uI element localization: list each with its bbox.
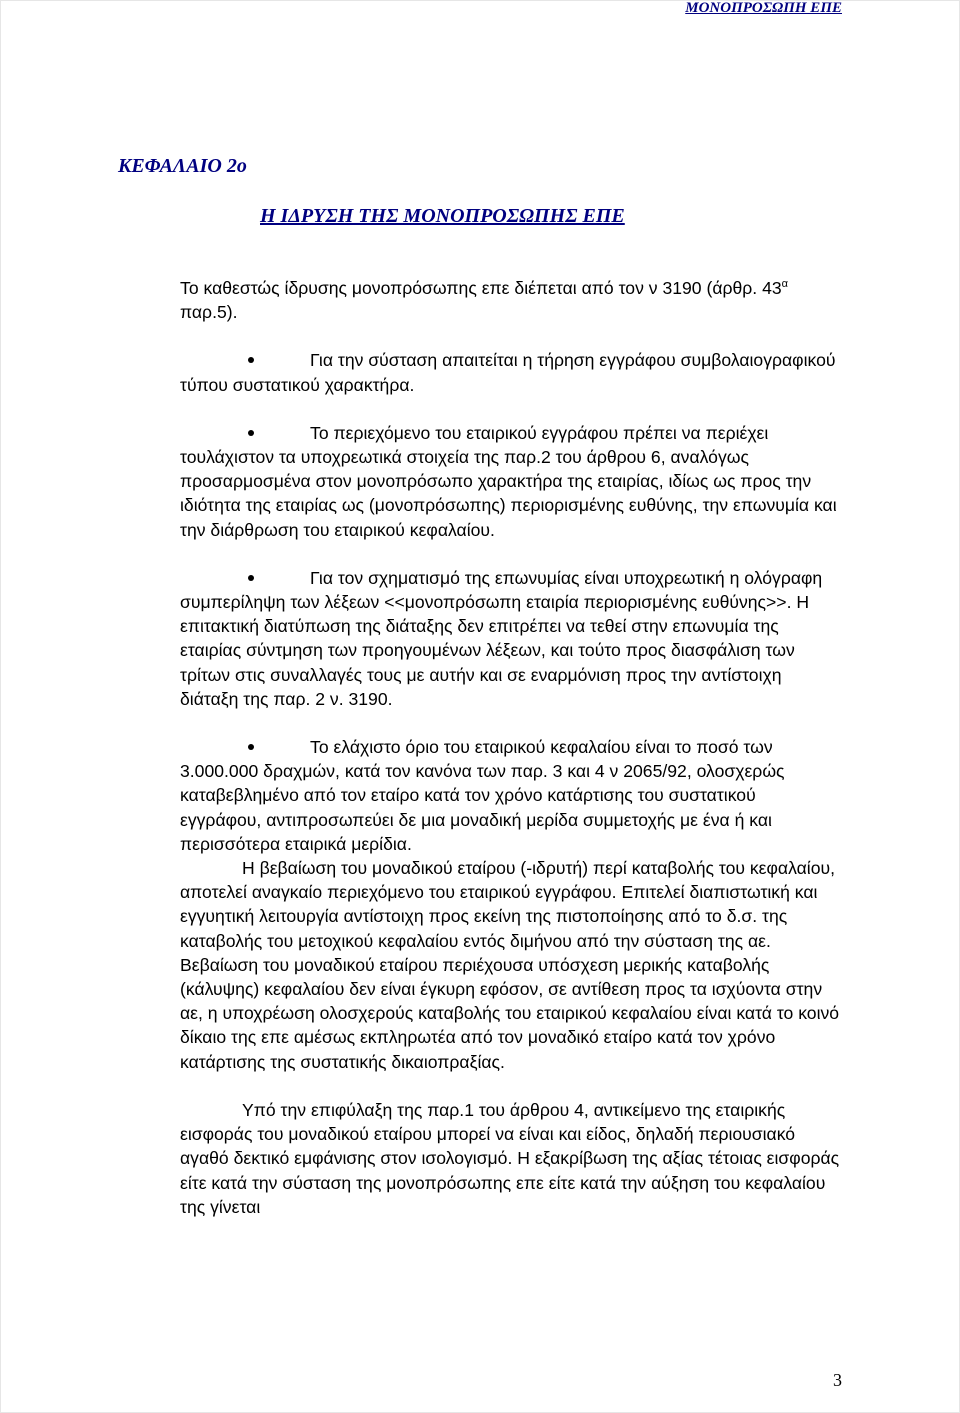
bullet-item [180, 735, 840, 856]
bullet-text: Το ελάχιστο όριο του εταιρικού κεφαλαίου είναι το ποσό των 3.000.000 δραχμών, κατά τον κανόνα των παρ. 3 και 4 ν 2065/92, ολοσχερώς καταβεβλημένο από τον εταίρο κατά τον χρόνο κατάρτισης του συστατικού εγγράφου, αντιπροσωπεύει δε μια μοναδική μερίδα συμμετοχής με ένα ή και περισσότερα εταιρικά μερίδια. [180, 737, 785, 854]
bullet-item [180, 348, 840, 396]
paragraph-epifylaxi: Υπό την επιφύλαξη της παρ.1 του άρθρου 4, αντικείμενο της εταιρικής εισφοράς του μοναδικού εταίρου μπορεί να είναι και είδος, δηλαδή περιουσιακό αγαθό δεκτικό εμφάνισης στον ισολογισμό. Η εξακρίβωση της αξίας τέτοιας εισφοράς είτε κατά την σύσταση της μονοπρόσωπης επε είτε κατά την αύξηση του κεφαλαίου της γίνεται [180, 1099, 840, 1217]
bullet-item [180, 421, 840, 542]
bullet-text: Το περιεχόμενο του εταιρικού εγγράφου πρέπει να περιέχει τουλάχιστον τα υποχρεωτικά στοιχεία της παρ.2 του άρθρου 6, αναλόγως προσαρμοσμένα στον μονοπρόσωπο χαρακτήρα της εταιρίας, ιδίως ως προς την ιδιότητα της εταιρίας ως (μονοπρόσωπης) περιορισμένης ευθύνης, την επωνυμία και την διάρθρωση του εταιρικού κεφαλαίου. [180, 422, 837, 540]
bullet-text: Για την σύσταση απαιτείται η τήρηση εγγράφου συμβολαιογραφικού τύπου συστατικού χαρακτήρα. [180, 350, 836, 395]
bullet-text: Για τον σχηματισμό της επωνυμίας είναι υποχρεωτική η ολόγραφη συμπερίληψη των λέξεων <<μονοπρόσωπη εταιρία περιορισμένης ευθύνης>>. Η επιτακτική διατύπωση της διάταξης δεν επιτρέπει να τεθεί στην επωνυμία της εταιρίας σύντμηση των προηγουμένων λέξεων, και τούτο προς διασφάλιση των τρίτων στις συναλλαγές τους με αυτήν και σε εναρμόνιση προς την αντίστοιχη διάταξη της παρ. 2 ν. 3190. [180, 567, 823, 709]
paragraph-bebaiosi: Η βεβαίωση του μοναδικού εταίρου (-ιδρυτή) περί καταβολής του κεφαλαίου, αποτελεί αναγκαίο περιεχόμενο του εταιρικού εγγράφου. Επιτελεί διαπιστωτική και εγγυητική λειτουργία αντίστοιχη προς εκείνη της πιστοποίησης από το δ.σ. της καταβολής του μετοχικού κεφαλαίου εντός διμήνου από την σύσταση της αε. Βεβαίωση του μοναδικού εταίρου περιέχουσα υπόσχεση μερικής καταβολής (κάλυψης) κεφαλαίου δεν είναι έγκυρη εφόσον, σε αντίθεση προς τα ισχύοντα στην αε, η υποχρέωση ολοσχερούς καταβολής του εταιρικού κεφαλαίου είναι κατά το κοινό δίκαιο της επε αμέσως εκπληρωτέα από τον μοναδικό εταίρο κατά τον χρόνο κατάρτισης της συστατικής δικαιοπραξίας. [180, 858, 840, 1072]
page-number: 3 [833, 1370, 842, 1390]
intro-paragraph [180, 276, 840, 324]
running-header: ΜΟΝΟΠΡΟΣΩΠΗ ΕΠΕ [685, 0, 842, 16]
bullet-icon [248, 430, 254, 436]
bullet-icon [248, 744, 254, 750]
bullet-icon [248, 357, 254, 363]
bullet-item [180, 566, 840, 711]
bullet-icon [248, 575, 254, 581]
chapter-title: ΚΕΦΑΛΑΙΟ 2ο [118, 155, 247, 177]
section-title: Η ΙΔΡΥΣΗ ΤΗΣ ΜΟΝΟΠΡΟΣΩΠΗΣ ΕΠΕ [260, 205, 625, 227]
intro-text-end: παρ.5). [180, 302, 238, 323]
intro-superscript: α [781, 278, 789, 291]
document-body [180, 276, 840, 1219]
intro-text: Το καθεστώς ίδρυσης μονοπρόσωπης επε διέπεται από τον ν 3190 (άρθρ. 43 [180, 278, 782, 298]
